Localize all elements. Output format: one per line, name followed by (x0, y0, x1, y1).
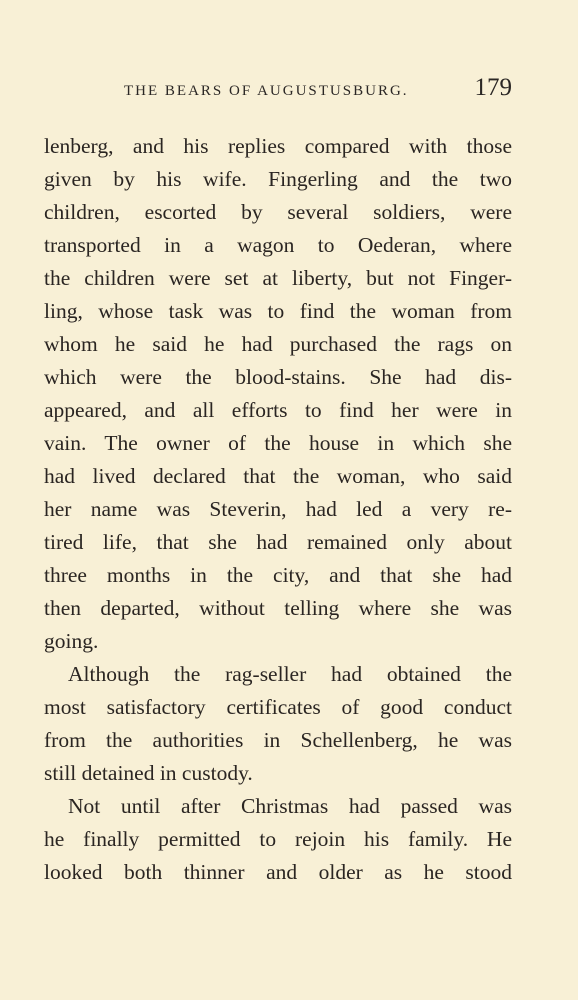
text-line: still detained in custody. (44, 761, 253, 785)
text-line: transported in a wagon to Oederan, where (44, 233, 512, 257)
text-line: tired life, that she had remained only about (44, 530, 512, 554)
text-line: from the authorities in Schellenberg, he was (44, 728, 512, 752)
text-line: going. (44, 629, 99, 653)
text-line: ling, whose task was to find the woman from (44, 299, 512, 323)
text-line: whom he said he had purchased the rags on (44, 332, 512, 356)
text-line: most satisfactory certificates of good conduct (44, 695, 512, 719)
page-number: 179 (474, 74, 512, 101)
text-line: looked both thinner and older as he stood (44, 860, 512, 884)
text-line: Not until after Christmas had passed was (68, 794, 512, 818)
text-line: which were the blood-stains. She had dis- (44, 365, 512, 389)
text-line: three months in the city, and that she had (44, 563, 512, 587)
text-line: her name was Steverin, had led a very re- (44, 497, 512, 521)
text-line: had lived declared that the woman, who said (44, 464, 512, 488)
text-line: Although the rag-seller had obtained the (68, 662, 512, 686)
text-line: the children were set at liberty, but not Finger- (44, 266, 512, 290)
text-line: appeared, and all efforts to find her were in (44, 398, 512, 422)
text-line: he finally permitted to rejoin his family. He (44, 827, 512, 851)
text-line: lenberg, and his replies compared with those (44, 134, 512, 158)
text-line: then departed, without telling where she was (44, 596, 512, 620)
running-head (44, 74, 514, 106)
text-line: given by his wife. Fingerling and the two (44, 167, 512, 191)
text-line: children, escorted by several soldiers, were (44, 200, 512, 224)
running-head-title: THE BEARS OF AUGUSTUSBURG. (124, 83, 409, 99)
body-text (44, 130, 512, 889)
text-line: vain. The owner of the house in which she (44, 431, 512, 455)
